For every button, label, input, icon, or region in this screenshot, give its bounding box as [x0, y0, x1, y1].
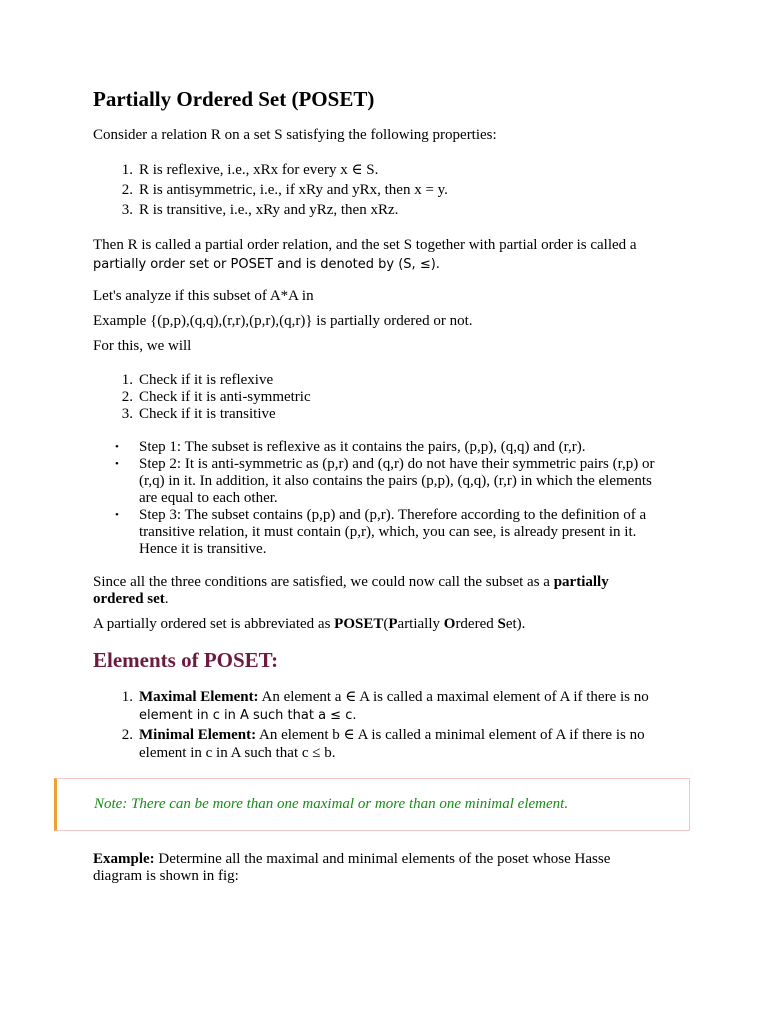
bullet: •	[115, 441, 119, 453]
abbreviation-paragraph: A partially ordered set is abbreviated as POSET(Partially Ordered Set).	[93, 616, 526, 632]
bullet: •	[115, 458, 119, 470]
definition-line-1: Then R is called a partial order relation, and the set S together with partial order is called a	[93, 237, 637, 253]
section-heading-elements: Elements of POSET:	[93, 648, 279, 672]
page-title: Partially Ordered Set (POSET)	[93, 87, 375, 111]
for-this-line: For this, we will	[93, 338, 192, 354]
example-set-line: Example {(p,p),(q,q),(r,r),(p,r),(q,r)} is partially ordered or not.	[93, 313, 473, 329]
definition-line-2: partially order set or POSET and is denoted by (S, ≤).	[93, 257, 440, 272]
example-paragraph: Example: Determine all the maximal and minimal elements of the poset whose Hasse	[93, 851, 611, 867]
intro-paragraph: Consider a relation R on a set S satisfying the following properties:	[93, 127, 497, 143]
analyze-paragraph: Let's analyze if this subset of A*A in	[93, 288, 314, 304]
conclusion-paragraph: Since all the three conditions are satisfied, we could now call the subset as a partially	[93, 574, 609, 590]
note-callout	[54, 778, 690, 831]
note-text: Note: There can be more than one maximal or more than one minimal element.	[94, 796, 569, 812]
bullet: •	[115, 509, 119, 521]
